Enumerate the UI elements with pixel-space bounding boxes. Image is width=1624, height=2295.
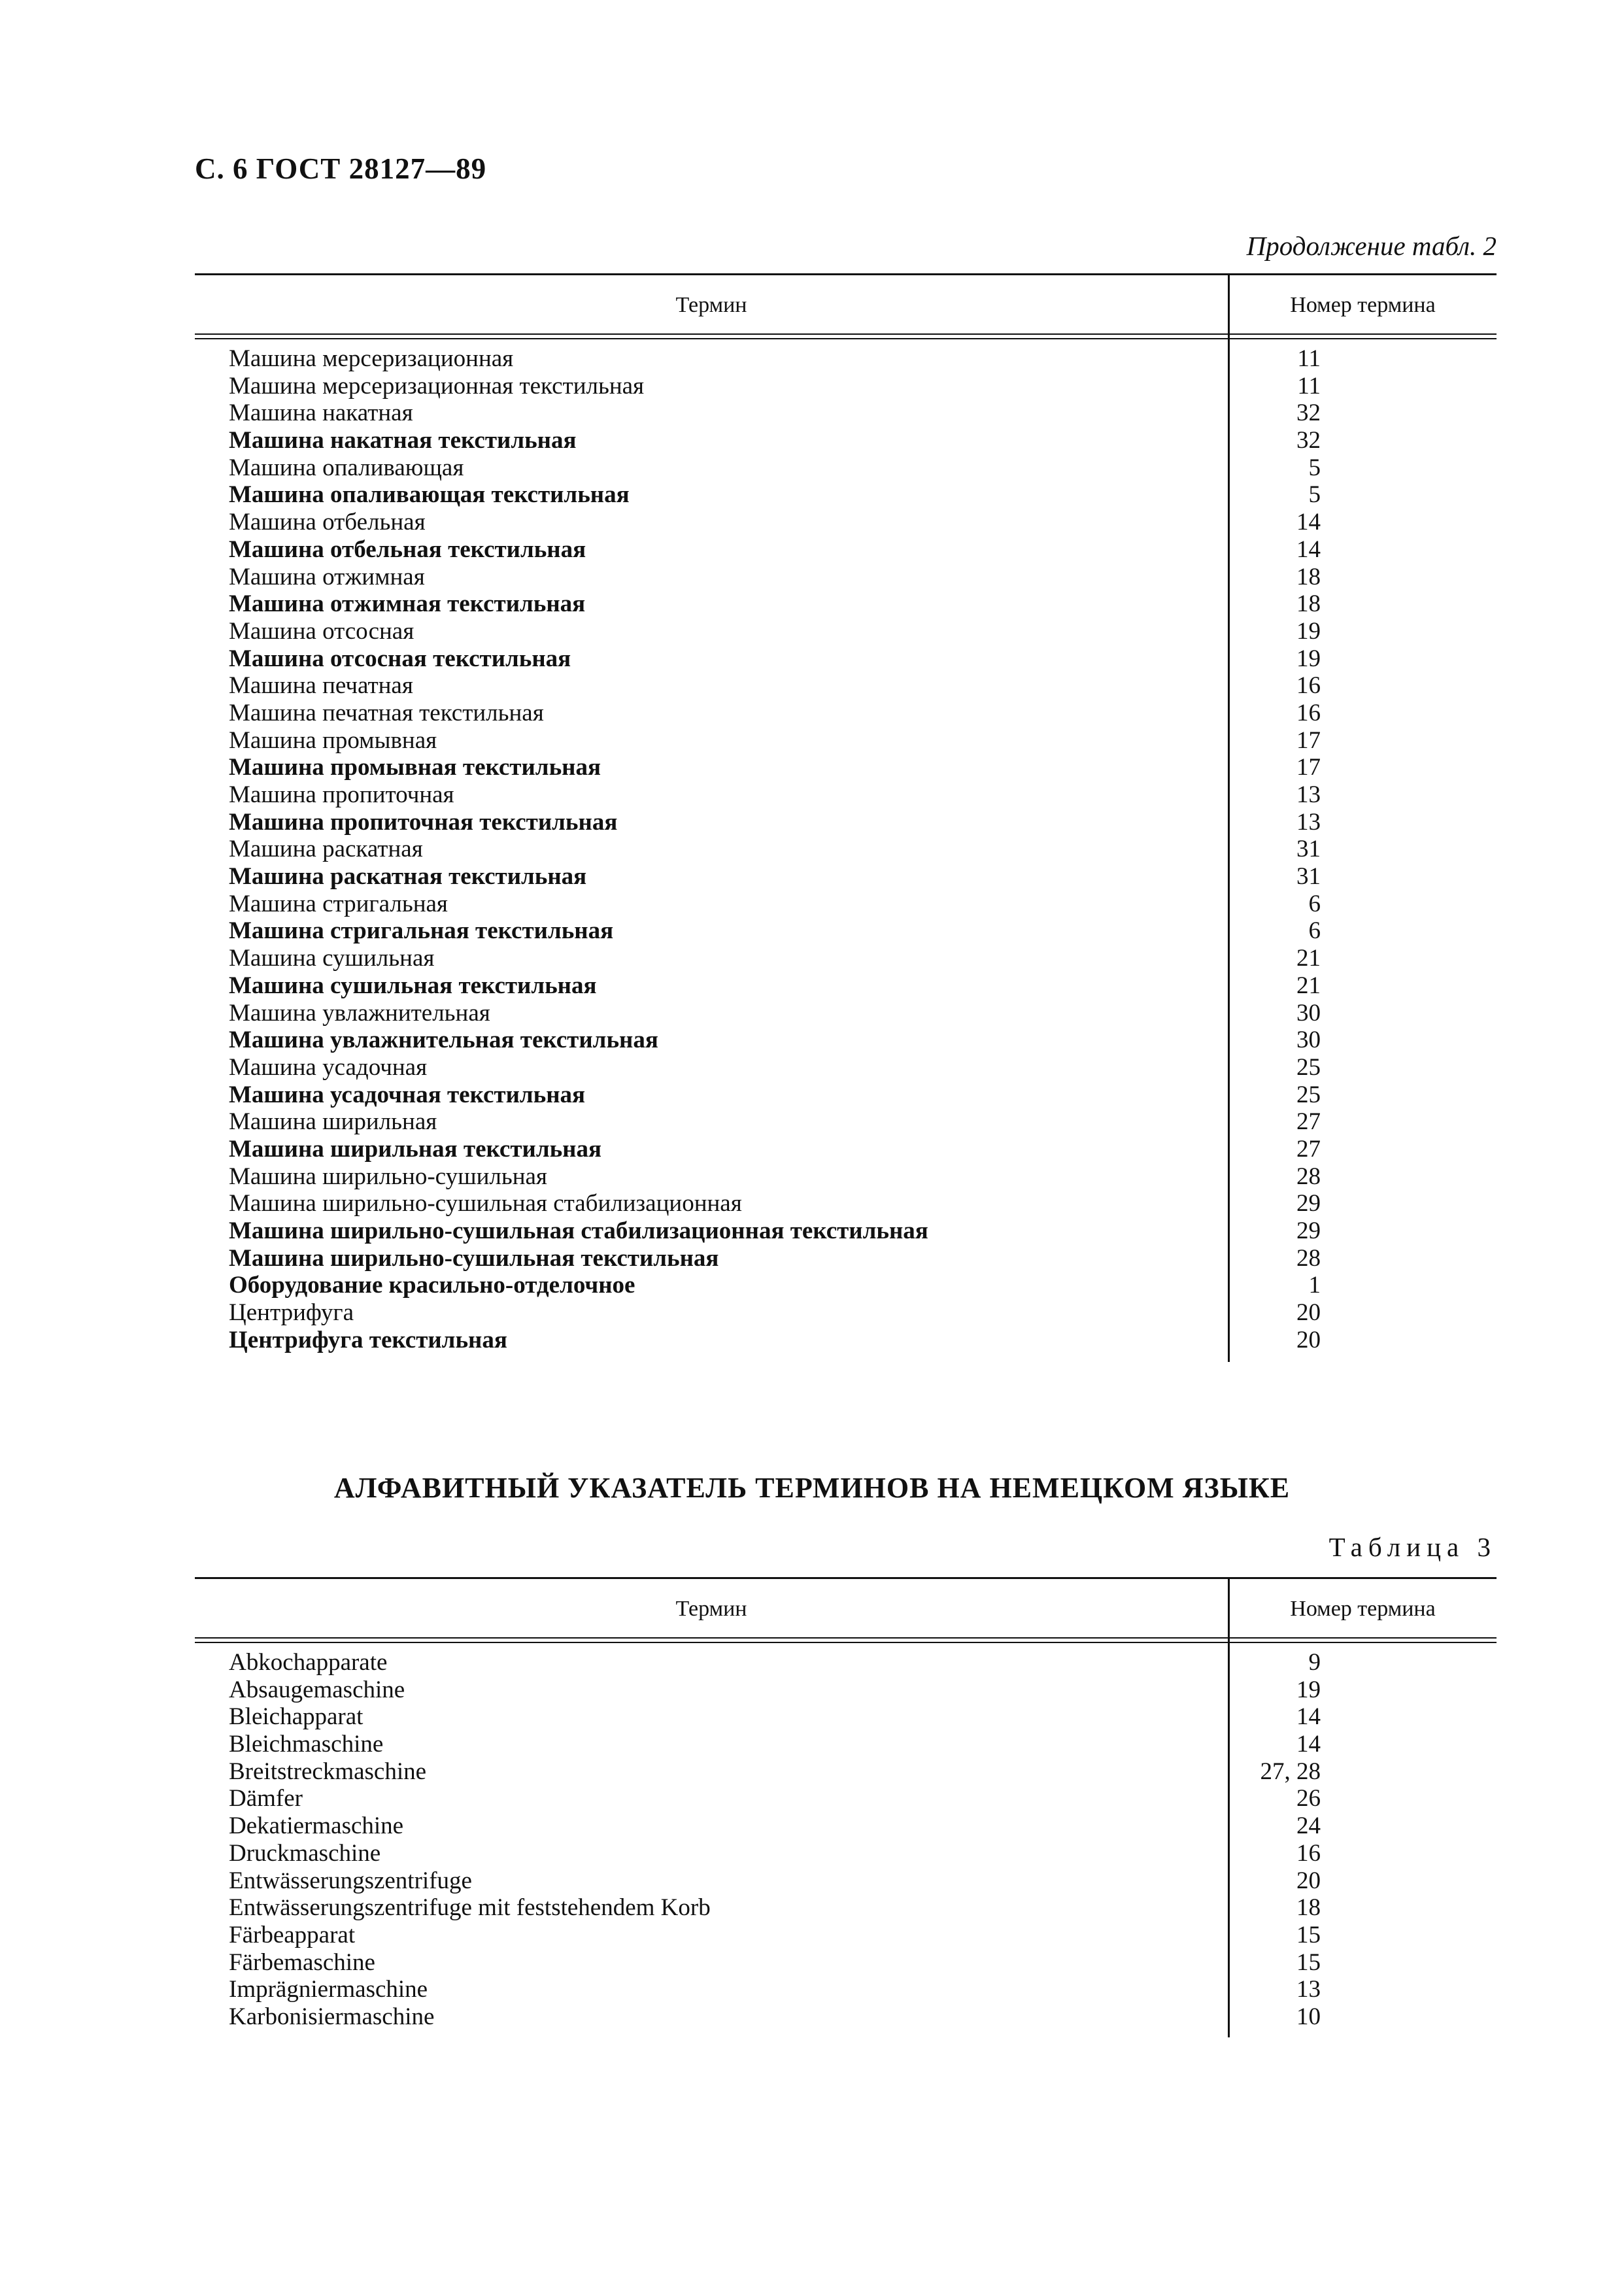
table-row — [195, 1867, 1497, 1895]
table-row — [195, 836, 1497, 863]
term-cell: Машина промывная текстильная — [229, 754, 601, 781]
term-cell: Breitstreckmaschine — [229, 1758, 427, 1785]
table-row — [195, 700, 1497, 727]
term-cell: Imprägniermaschine — [229, 1976, 428, 2003]
term-number-cell: 16 — [1296, 699, 1321, 726]
term-cell: Машина стригальная — [229, 890, 448, 917]
terms-table-german — [195, 1577, 1497, 2037]
term-cell: Машина печатная — [229, 672, 413, 700]
table-row — [195, 1327, 1497, 1354]
term-cell: Druckmaschine — [229, 1839, 381, 1867]
term-cell: Färbemaschine — [229, 1948, 375, 1976]
table-row — [195, 1190, 1497, 1217]
term-cell: Машина опаливающая — [229, 454, 464, 481]
term-cell: Abkochapparate — [229, 1649, 388, 1676]
table-continuation-note: Продолжение табл. 2 — [1246, 231, 1497, 261]
term-number-cell: 31 — [1296, 836, 1321, 863]
term-number-cell: 21 — [1296, 972, 1321, 999]
table-row — [195, 1163, 1497, 1191]
term-cell: Bleichmaschine — [229, 1731, 384, 1758]
term-number-cell: 24 — [1296, 1812, 1321, 1840]
term-cell: Машина раскатная — [229, 836, 423, 863]
table-label: Таблица 3 — [1328, 1532, 1497, 1562]
term-cell: Машина отжимная текстильная — [229, 590, 586, 618]
table-row — [195, 727, 1497, 755]
term-cell: Машина мерсеризационная текстильная — [229, 372, 645, 400]
column-header-term: Термин — [675, 1597, 747, 1621]
table-row — [195, 536, 1497, 564]
table-row — [195, 945, 1497, 972]
term-number-cell: 17 — [1296, 754, 1321, 781]
table-row — [195, 1812, 1497, 1840]
table-row — [195, 672, 1497, 700]
table-row — [195, 1922, 1497, 1949]
table-row — [195, 1758, 1497, 1786]
term-cell: Машина ширильно-сушильная стабилизационная текстильная — [229, 1217, 928, 1244]
term-number-cell: 30 — [1296, 999, 1321, 1027]
term-cell: Entwässerungszentrifuge mit feststehendem Korb — [229, 1894, 711, 1922]
term-number-cell: 32 — [1296, 400, 1321, 427]
table-row — [195, 754, 1497, 781]
term-cell: Машина накатная текстильная — [229, 427, 577, 454]
table-row — [195, 1894, 1497, 1922]
term-cell: Центрифуга текстильная — [229, 1326, 507, 1353]
term-cell: Центрифуга — [229, 1299, 354, 1327]
term-cell: Машина мерсеризационная — [229, 345, 514, 372]
table-row — [195, 972, 1497, 1000]
table-row — [195, 645, 1497, 673]
table-row — [195, 1081, 1497, 1109]
term-number-cell: 19 — [1296, 1676, 1321, 1703]
term-number-cell: 21 — [1296, 945, 1321, 972]
term-number-cell: 14 — [1296, 509, 1321, 536]
term-number-cell: 11 — [1297, 345, 1321, 372]
term-number-cell: 20 — [1296, 1326, 1321, 1353]
term-number-cell: 20 — [1296, 1299, 1321, 1327]
term-number-cell: 19 — [1296, 617, 1321, 645]
term-number-cell: 15 — [1296, 1921, 1321, 1948]
table-row — [195, 618, 1497, 645]
page-header: С. 6 ГОСТ 28127—89 — [195, 152, 487, 185]
term-cell: Машина ширильно-сушильная текстильная — [229, 1244, 719, 1272]
term-cell: Машина отбельная — [229, 509, 426, 536]
table-row — [195, 781, 1497, 809]
term-cell: Машина печатная текстильная — [229, 699, 544, 726]
table-row — [195, 345, 1497, 373]
term-cell: Машина накатная — [229, 400, 413, 427]
table-row — [195, 1785, 1497, 1812]
term-number-cell: 20 — [1296, 1867, 1321, 1894]
table-row — [195, 590, 1497, 618]
table-header — [195, 1577, 1497, 1637]
term-number-cell: 30 — [1296, 1027, 1321, 1054]
term-cell: Машина отжимная — [229, 563, 425, 590]
table-row — [195, 1108, 1497, 1136]
term-number-cell: 14 — [1296, 1731, 1321, 1758]
term-number-cell: 18 — [1296, 563, 1321, 590]
term-cell: Машина пропиточная — [229, 781, 454, 808]
term-number-cell: 25 — [1296, 1053, 1321, 1081]
table-row — [195, 481, 1497, 509]
term-number-cell: 28 — [1296, 1163, 1321, 1190]
term-number-cell: 27 — [1296, 1108, 1321, 1136]
term-number-cell: 1 — [1308, 1272, 1321, 1299]
term-number-cell: 13 — [1296, 781, 1321, 808]
table-row — [195, 1949, 1497, 1977]
table-row — [195, 2003, 1497, 2031]
term-number-cell: 13 — [1296, 808, 1321, 836]
term-number-cell: 13 — [1296, 1976, 1321, 2003]
table-row — [195, 917, 1497, 945]
table-row — [195, 1649, 1497, 1676]
term-number-cell: 6 — [1308, 917, 1321, 945]
table-row — [195, 1027, 1497, 1054]
term-number-cell: 18 — [1296, 1894, 1321, 1922]
term-number-cell: 10 — [1296, 2003, 1321, 2030]
term-cell: Машина ширильно-сушильная — [229, 1163, 547, 1190]
table-row — [195, 1000, 1497, 1027]
table-row — [195, 809, 1497, 836]
term-cell: Машина раскатная текстильная — [229, 863, 587, 891]
term-number-cell: 5 — [1308, 454, 1321, 481]
term-cell: Машина сушильная — [229, 945, 435, 972]
column-header-number: Номер термина — [1290, 293, 1436, 317]
term-number-cell: 29 — [1296, 1190, 1321, 1217]
terms-table-russian — [195, 273, 1497, 1362]
term-cell: Färbeapparat — [229, 1921, 356, 1948]
table-row — [195, 427, 1497, 454]
table-row — [195, 1217, 1497, 1245]
term-number-cell: 27, 28 — [1260, 1758, 1321, 1785]
term-cell: Машина усадочная текстильная — [229, 1081, 586, 1108]
table-row — [195, 1840, 1497, 1867]
term-number-cell: 14 — [1296, 536, 1321, 563]
term-cell: Машина усадочная — [229, 1053, 428, 1081]
table-row — [195, 509, 1497, 536]
term-number-cell: 28 — [1296, 1244, 1321, 1272]
term-number-cell: 9 — [1308, 1649, 1321, 1676]
table-row — [195, 1703, 1497, 1731]
term-cell: Dämfer — [229, 1785, 303, 1812]
term-number-cell: 16 — [1296, 1839, 1321, 1867]
table-row — [195, 863, 1497, 891]
table-row — [195, 1731, 1497, 1758]
term-cell: Машина стригальная текстильная — [229, 917, 614, 945]
section-title: АЛФАВИТНЫЙ УКАЗАТЕЛЬ ТЕРМИНОВ НА НЕМЕЦКОМ ЯЗЫКЕ — [333, 1472, 1291, 1504]
term-number-cell: 5 — [1308, 481, 1321, 509]
table-row — [195, 1976, 1497, 2003]
table-row — [195, 1676, 1497, 1704]
term-cell: Машина опаливающая текстильная — [229, 481, 630, 509]
term-cell: Машина сушильная текстильная — [229, 972, 597, 999]
term-number-cell: 14 — [1296, 1703, 1321, 1731]
term-number-cell: 6 — [1308, 890, 1321, 917]
table-row — [195, 454, 1497, 482]
column-header-term: Термин — [675, 293, 747, 317]
term-number-cell: 31 — [1296, 863, 1321, 891]
table-header — [195, 273, 1497, 333]
table-row — [195, 564, 1497, 591]
term-cell: Entwässerungszentrifuge — [229, 1867, 472, 1894]
term-cell: Машина ширильная текстильная — [229, 1135, 601, 1163]
table-row — [195, 1136, 1497, 1163]
table-row — [195, 400, 1497, 427]
term-cell: Karbonisiermaschine — [229, 2003, 435, 2030]
term-number-cell: 11 — [1297, 372, 1321, 400]
term-cell: Машина отбельная текстильная — [229, 536, 586, 563]
table-body — [195, 345, 1497, 1353]
term-cell: Absaugemaschine — [229, 1676, 405, 1703]
term-cell: Машина отсосная — [229, 617, 414, 645]
table-row — [195, 1245, 1497, 1272]
term-cell: Машина промывная — [229, 726, 437, 754]
term-number-cell: 26 — [1296, 1785, 1321, 1812]
term-cell: Машина ширильная — [229, 1108, 437, 1136]
term-cell: Bleichapparat — [229, 1703, 364, 1731]
term-number-cell: 15 — [1296, 1948, 1321, 1976]
term-number-cell: 16 — [1296, 672, 1321, 700]
column-header-number: Номер термина — [1290, 1597, 1436, 1621]
term-cell: Машина увлажнительная — [229, 999, 490, 1027]
term-cell: Машина отсосная текстильная — [229, 645, 571, 672]
term-cell: Dekatiermaschine — [229, 1812, 404, 1840]
table-row — [195, 1272, 1497, 1299]
table-row — [195, 891, 1497, 918]
term-cell: Машина пропиточная текстильная — [229, 808, 618, 836]
term-cell: Машина ширильно-сушильная стабилизационная — [229, 1190, 742, 1217]
term-number-cell: 27 — [1296, 1135, 1321, 1163]
header-double-rule — [195, 1637, 1497, 1643]
table-body — [195, 1649, 1497, 2031]
term-number-cell: 29 — [1296, 1217, 1321, 1244]
term-number-cell: 17 — [1296, 726, 1321, 754]
term-number-cell: 25 — [1296, 1081, 1321, 1108]
table-row — [195, 1299, 1497, 1327]
term-cell: Машина увлажнительная текстильная — [229, 1027, 658, 1054]
term-number-cell: 19 — [1296, 645, 1321, 672]
term-number-cell: 18 — [1296, 590, 1321, 618]
table-row — [195, 1054, 1497, 1081]
header-double-rule — [195, 333, 1497, 339]
term-number-cell: 32 — [1296, 427, 1321, 454]
table-row — [195, 373, 1497, 400]
term-cell: Оборудование красильно-отделочное — [229, 1272, 635, 1299]
